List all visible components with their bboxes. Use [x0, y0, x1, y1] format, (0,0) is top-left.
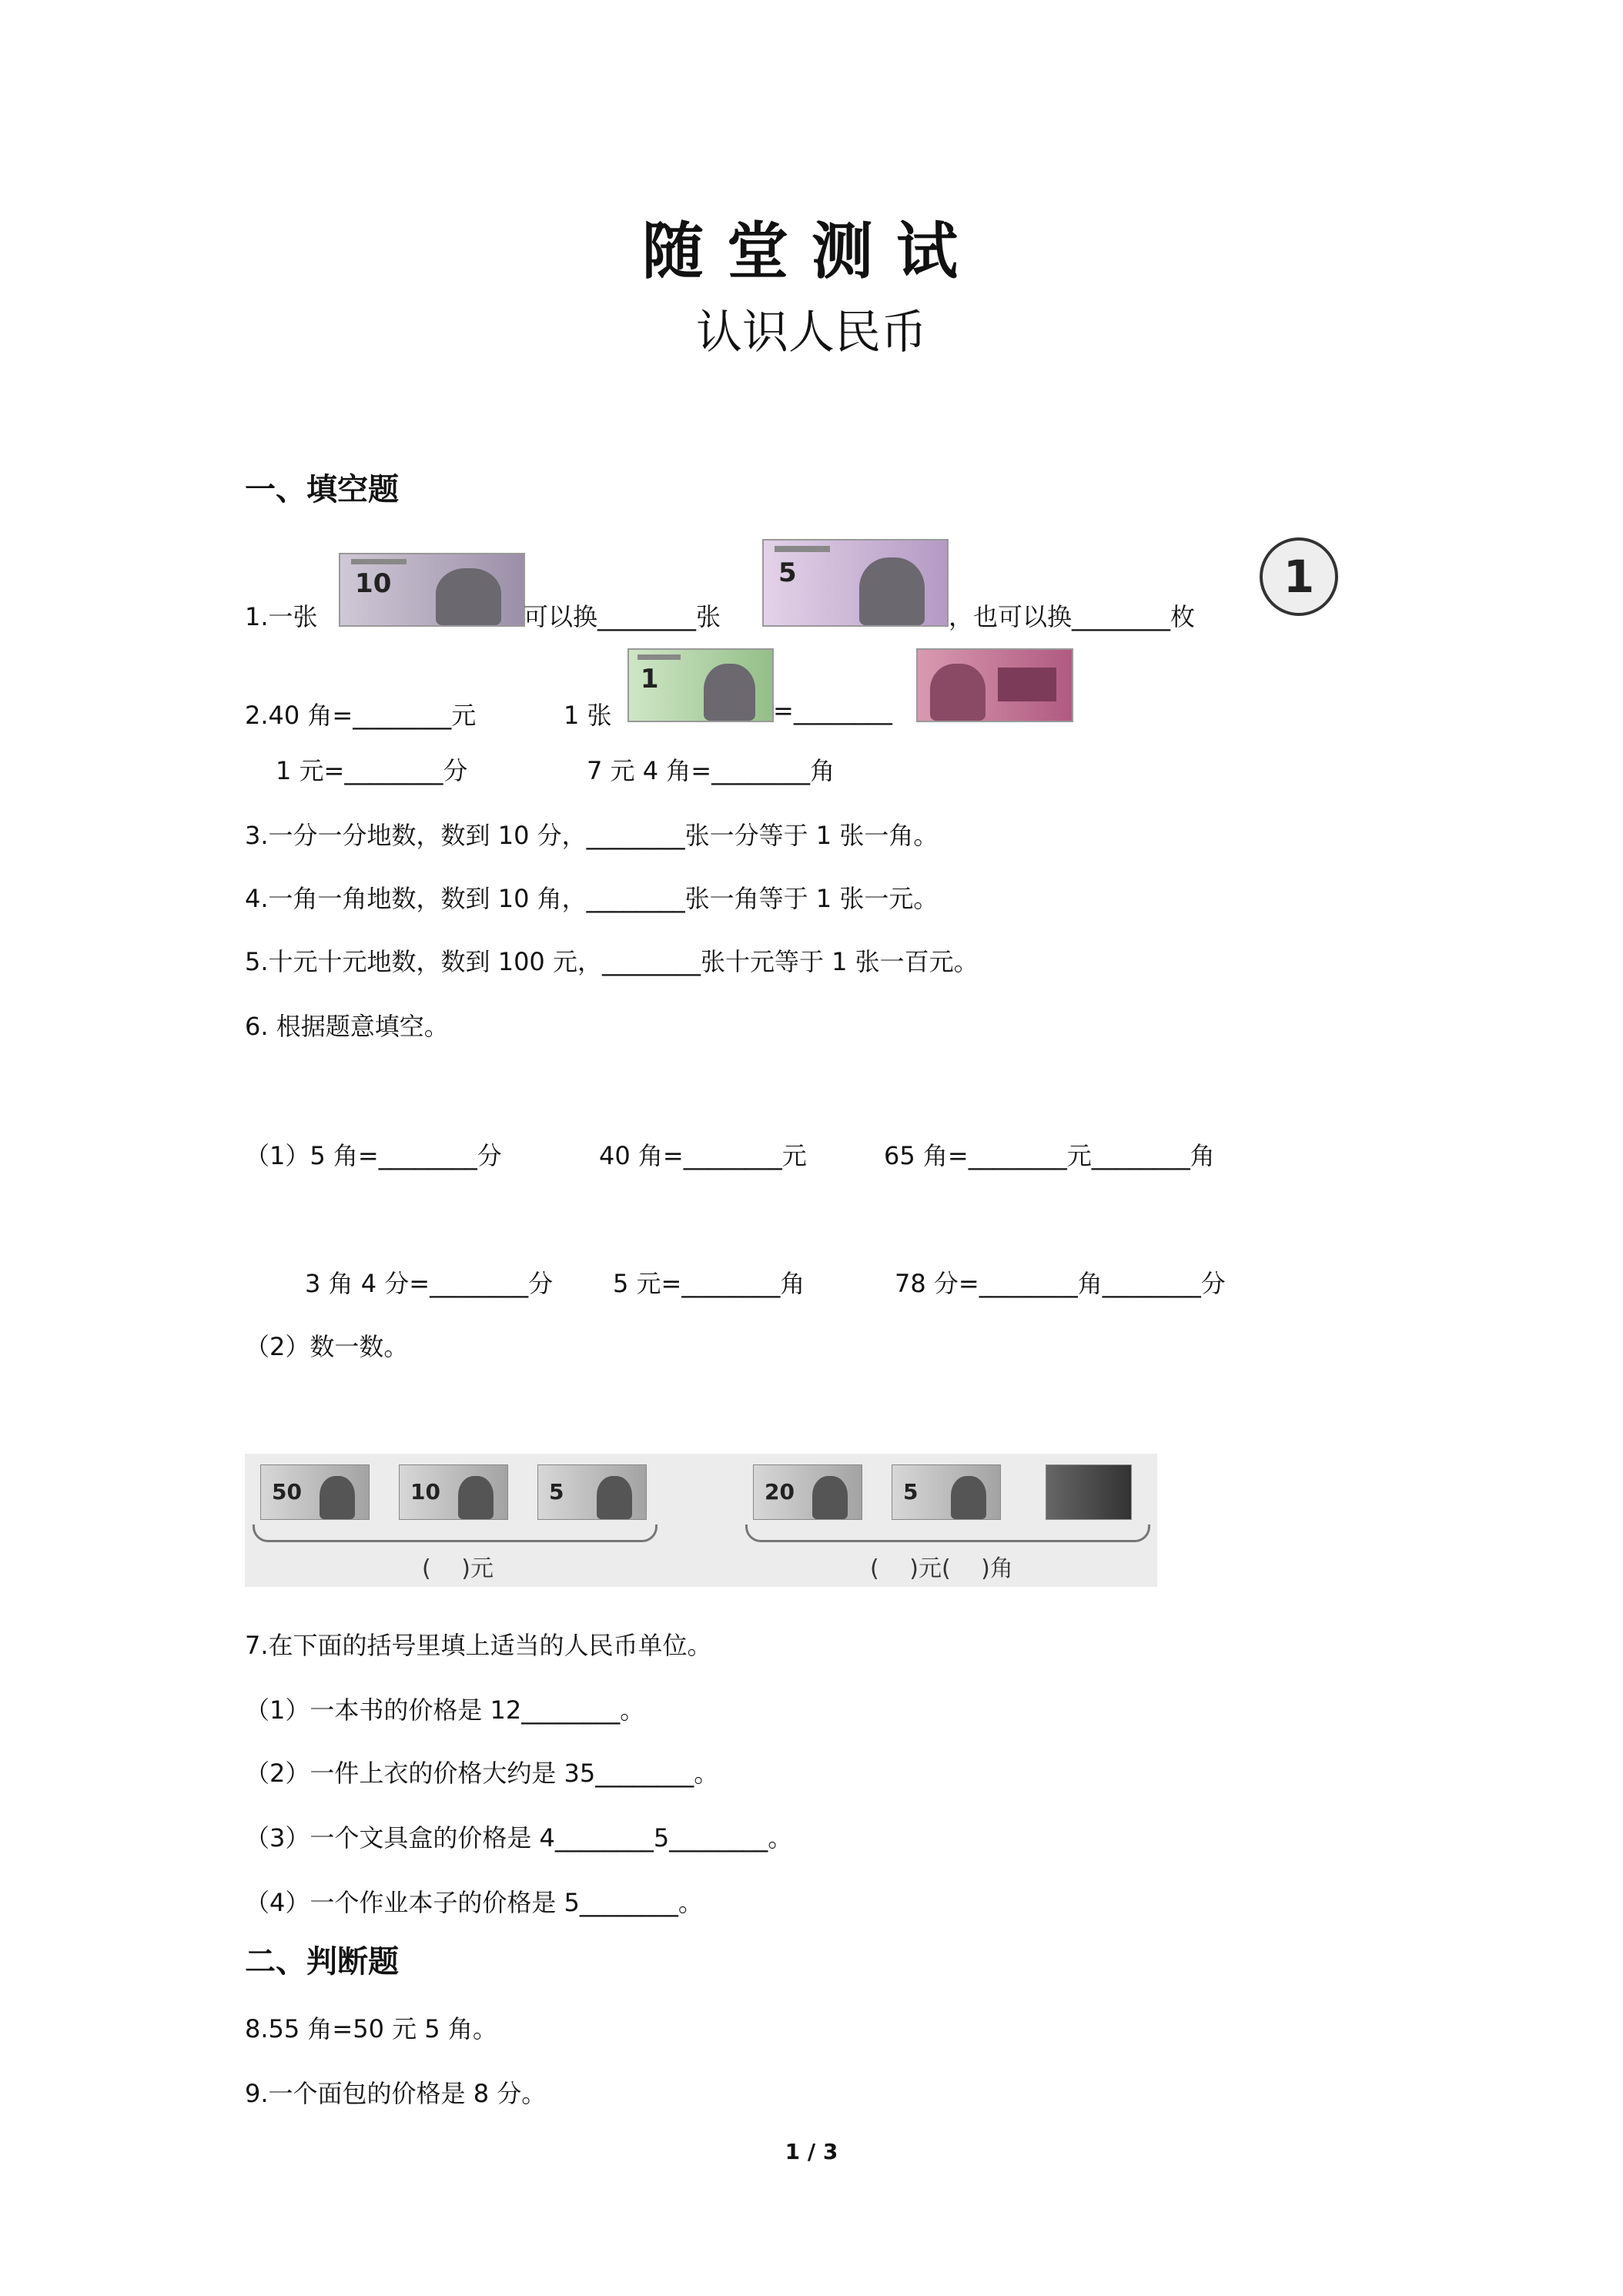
blank[interactable]: ________: [521, 1695, 621, 1725]
question-6-part1-a: （1）5 角=________分: [245, 1141, 502, 1170]
brace-left: [253, 1525, 658, 1542]
question-5: 5.十元十元地数，数到 100 元，________张十元等于 1 张一百元。: [245, 947, 979, 976]
blank[interactable]: ________: [669, 1823, 768, 1853]
coin-1-yuan: 1: [1260, 537, 1338, 616]
question-3: 3.一分一分地数，数到 10 分，________张一分等于 1 张一角。: [245, 821, 939, 850]
blank[interactable]: ________: [579, 1888, 678, 1917]
page-number: 1 / 3: [785, 2139, 838, 2164]
banknote-10-yuan: 10: [339, 553, 525, 627]
question-7-intro: 7.在下面的括号里填上适当的人民币单位。: [245, 1631, 712, 1660]
question-1: [245, 597, 318, 633]
blank[interactable]: ________: [554, 1823, 654, 1853]
mini-note-jiao: [1046, 1464, 1132, 1520]
blank[interactable]: ________: [378, 1141, 477, 1170]
question-9: 9.一个面包的价格是 8 分。: [245, 2079, 547, 2108]
question-4: 4.一角一角地数，数到 10 角，________张一角等于 1 张一元。: [245, 884, 939, 913]
blank[interactable]: ________: [1072, 602, 1171, 631]
question-1-continued: 可以换________张: [524, 602, 721, 631]
blank[interactable]: ________: [344, 756, 443, 785]
mini-note-5b: 5: [892, 1464, 1001, 1520]
blank[interactable]: ________: [595, 1759, 694, 1788]
question-8: 8.55 角=50 元 5 角。: [245, 2014, 497, 2043]
blank[interactable]: ________: [968, 1141, 1067, 1170]
page-title: 随堂测试: [642, 216, 981, 287]
blank[interactable]: ________: [353, 701, 452, 730]
blank[interactable]: ________: [586, 821, 685, 850]
question-7-1: （1）一本书的价格是 12________。: [245, 1695, 645, 1725]
strip-label-left: ( )元: [422, 1555, 494, 1582]
banknote-5-yuan: 5: [762, 539, 949, 627]
mini-note-5: 5: [537, 1464, 647, 1520]
question-6-part1-c: 65 角=________元________角: [884, 1141, 1215, 1170]
question-1-end: ，也可以换________枚: [949, 602, 1196, 631]
mini-note-20: 20: [753, 1464, 862, 1520]
brace-right: [745, 1525, 1150, 1542]
section-judge-title: 二、判断题: [245, 1944, 399, 1980]
section-fill-title: 一、填空题: [245, 472, 399, 507]
blank[interactable]: ________: [601, 947, 701, 976]
blank[interactable]: ________: [430, 1269, 529, 1298]
q1-text-a: 1.一张: [245, 602, 318, 631]
blank[interactable]: ________: [979, 1269, 1078, 1298]
blank[interactable]: ________: [1102, 1269, 1201, 1298]
question-7-3: （3）一个文具盒的价格是 4________5________。: [245, 1823, 793, 1853]
mini-note-50: 50: [260, 1464, 370, 1520]
mini-note-10: 10: [399, 1464, 508, 1520]
blank[interactable]: ________: [793, 696, 892, 725]
blank[interactable]: ________: [681, 1269, 781, 1298]
question-6-part2-a: 3 角 4 分=________分: [305, 1269, 554, 1298]
blank[interactable]: ________: [683, 1141, 782, 1170]
blank[interactable]: ________: [1091, 1141, 1190, 1170]
question-7-4: （4）一个作业本子的价格是 5________。: [245, 1888, 703, 1917]
banknote-1-yuan: 1: [627, 648, 774, 722]
strip-label-right: ( )元( )角: [870, 1555, 1013, 1582]
question-2-d: 1 元=________分: [276, 756, 468, 785]
blank[interactable]: ________: [711, 756, 811, 785]
question-6-count: （2）数一数。: [245, 1332, 409, 1361]
page-subtitle: 认识人民币: [696, 306, 927, 360]
money-counting-strip: [245, 1454, 1157, 1587]
question-2: 2.40 角=________元: [245, 701, 477, 730]
question-7-2: （2）一件上衣的价格大约是 35________。: [245, 1759, 719, 1788]
question-6-part2-b: 5 元=________角: [613, 1269, 805, 1298]
question-6-intro: 6. 根据题意填空。: [245, 1012, 449, 1041]
question-2-b: 1 张: [564, 701, 612, 730]
question-2-c: =________: [773, 696, 892, 725]
question-2-e: 7 元 4 角=________角: [587, 756, 835, 785]
blank[interactable]: ________: [597, 602, 697, 631]
blank[interactable]: ________: [586, 884, 685, 913]
question-6-part2-c: 78 分=________角________分: [895, 1269, 1226, 1298]
banknote-5-jiao: [916, 648, 1073, 722]
question-6-part1-b: 40 角=________元: [599, 1141, 807, 1170]
